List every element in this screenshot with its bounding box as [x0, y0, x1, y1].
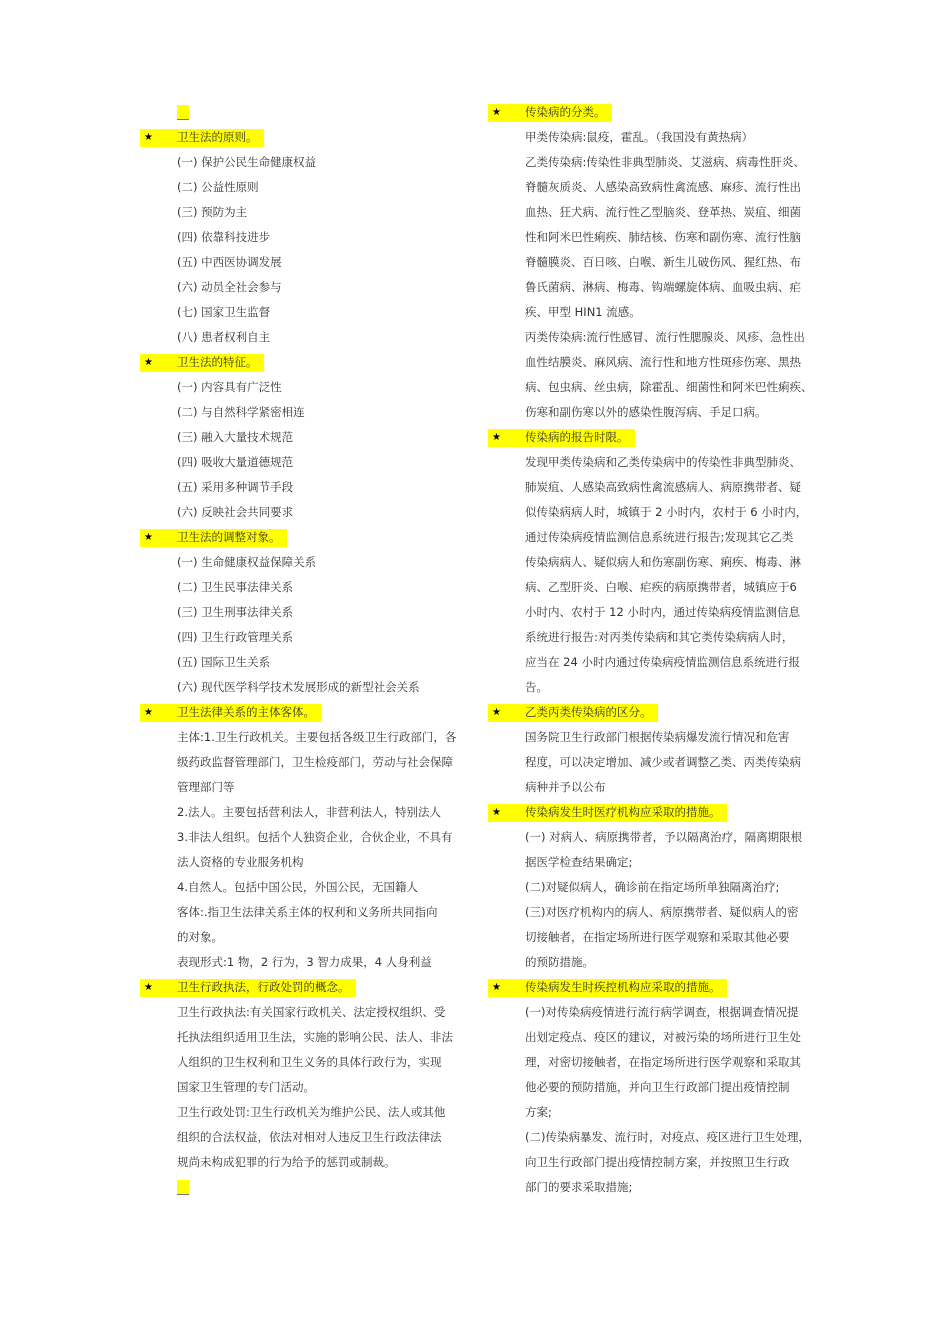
- star-bullet-icon: ★: [492, 807, 501, 818]
- body-text-line: 鲁氏菌病、淋病、梅毒、钩端螺旋体病、血吸虫病、疟: [525, 280, 801, 294]
- body-text-line: (一) 保护公民生命健康权益: [177, 155, 317, 169]
- body-text-line: (二)传染病暴发、流行时，对疫点、疫区进行卫生处理，: [525, 1130, 810, 1144]
- body-text-line: 4.自然人。包括中国公民，外国公民，无国籍人: [177, 880, 418, 894]
- star-bullet-icon: ★: [144, 982, 153, 993]
- section-heading: [488, 800, 818, 825]
- body-text-line: (一) 对病人、病原携带者，予以隔离治疗，隔离期限根: [525, 830, 803, 844]
- body-text-line: 伤寒和副伤寒以外的感染性腹泻病、手足口病。: [525, 405, 767, 419]
- right-column: [488, 100, 818, 1200]
- body-text-line: 3.非法人组织。包括个人独资企业，合伙企业，不具有: [177, 830, 453, 844]
- body-text-line: (二)对疑似病人，确诊前在指定场所单独隔离治疗;: [525, 880, 780, 894]
- body-text-line: (三) 融入大量技术规范: [177, 430, 294, 444]
- section-heading: [488, 425, 818, 450]
- body-text-line: 程度，可以决定增加、减少或者调整乙类、丙类传染病: [525, 755, 801, 769]
- body-text-line: 发现甲类传染病和乙类传染病中的传染性非典型肺炎、: [525, 455, 801, 469]
- body-text-line: 肺炭疽、人感染高致病性禽流感病人、病原携带者、疑: [525, 480, 801, 494]
- section-heading-text: 传染病发生时医疗机构应采取的措施。: [525, 805, 721, 819]
- body-text-line: 卫生行政执法:有关国家行政机关、法定授权组织、受: [177, 1005, 446, 1019]
- body-text-line: (四) 吸收大量道德规范: [177, 455, 294, 469]
- body-text-line: (四) 卫生行政管理关系: [177, 630, 294, 644]
- body-text-line: 传染病病人、疑似病人和伤寒副伤寒、痢疾、梅毒、淋: [525, 555, 801, 569]
- section-heading: [140, 350, 470, 375]
- body-text-line: (六) 现代医学科学技术发展形成的新型社会关系: [177, 680, 420, 694]
- body-text-line: 卫生行政处罚:卫生行政机关为维护公民、法人或其他: [177, 1105, 446, 1119]
- body-text-line: 出划定疫点、疫区的建议，对被污染的场所进行卫生处: [525, 1030, 801, 1044]
- body-text-line: 乙类传染病:传染性非典型肺炎、艾滋病、病毒性肝炎、: [525, 155, 805, 169]
- highlight-marker: [140, 1175, 470, 1200]
- body-text-line: 病种并予以公布: [525, 780, 606, 794]
- body-text-line: (一) 生命健康权益保障关系: [177, 555, 317, 569]
- section-heading-text: 传染病的分类。: [525, 105, 606, 119]
- body-text-line: 血热、狂犬病、流行性乙型脑炎、登革热、炭疽、细菌: [525, 205, 801, 219]
- body-text-line: (六) 反映社会共同要求: [177, 505, 294, 519]
- body-text-line: 部门的要求采取措施;: [525, 1180, 633, 1194]
- body-text-line: (二) 卫生民事法律关系: [177, 580, 294, 594]
- body-text-line: 脊髓灰质炎、人感染高致病性禽流感、麻疹、流行性出: [525, 180, 801, 194]
- body-text-line: 级药政监督管理部门，卫生检疫部门，劳动与社会保障: [177, 755, 453, 769]
- body-text-line: (七) 国家卫生监督: [177, 305, 271, 319]
- body-text-line: 理，对密切接触者，在指定场所进行医学观察和采取其: [525, 1055, 801, 1069]
- body-text-line: 告。: [525, 680, 548, 694]
- body-text-line: 的预防措施。: [525, 955, 594, 969]
- body-text-line: (五) 采用多种调节手段: [177, 480, 294, 494]
- body-text-line: 国务院卫生行政部门根据传染病爆发流行情况和危害: [525, 730, 790, 744]
- section-heading: [140, 975, 470, 1000]
- left-column: [140, 100, 470, 1200]
- body-text-line: 2.法人。主要包括营利法人，非营利法人，特别法人: [177, 805, 441, 819]
- body-text-line: 病、包虫病、丝虫病，除霍乱、细菌性和阿米巴性痢疾、: [525, 380, 813, 394]
- section-heading-text: 卫生法律关系的主体客体。: [177, 705, 315, 719]
- star-bullet-icon: ★: [492, 432, 501, 443]
- highlight-marker: [140, 100, 470, 125]
- body-text-line: (五) 中西医协调发展: [177, 255, 282, 269]
- body-text-line: 甲类传染病:鼠疫，霍乱。（我国没有黄热病）: [525, 130, 754, 144]
- body-text-line: 托执法组织适用卫生法，实施的影响公民、法人、非法: [177, 1030, 453, 1044]
- body-text-line: 据医学检查结果确定;: [525, 855, 633, 869]
- body-text-line: 他必要的预防措施，并向卫生行政部门提出疫情控制: [525, 1080, 790, 1094]
- section-heading: [140, 525, 470, 550]
- body-text-line: 组织的合法权益，依法对相对人违反卫生行政法律法: [177, 1130, 442, 1144]
- section-heading-text: 卫生法的特征。: [177, 355, 258, 369]
- body-text-line: (二) 公益性原则: [177, 180, 259, 194]
- body-text-line: 切接触者，在指定场所进行医学观察和采取其他必要: [525, 930, 790, 944]
- section-heading-text: 卫生法的调整对象。: [177, 530, 281, 544]
- body-text-line: (二) 与自然科学紧密相连: [177, 405, 305, 419]
- body-text-line: 规尚未构成犯罪的行为给予的惩罚或制裁。: [177, 1155, 396, 1169]
- section-heading-text: 卫生法的原则。: [177, 130, 258, 144]
- section-heading-text: 卫生行政执法，行政处罚的概念。: [177, 980, 350, 994]
- section-heading-text: 乙类丙类传染病的区分。: [525, 705, 652, 719]
- body-text-line: 方案;: [525, 1105, 552, 1119]
- body-text-line: 表现形式:1 物，2 行为，3 智力成果，4 人身利益: [177, 955, 432, 969]
- ellipsis-marker: [177, 105, 189, 120]
- section-heading: [140, 700, 470, 725]
- body-text-line: (一)对传染病疫情进行流行病学调查，根据调查情况提: [525, 1005, 799, 1019]
- body-text-line: (六) 动员全社会参与: [177, 280, 282, 294]
- body-text-line: 脊髓膜炎、百日咳、白喉、新生儿破伤风、猩红热、布: [525, 255, 801, 269]
- body-text-line: 通过传染病疫情监测信息系统进行报告;发现其它乙类: [525, 530, 794, 544]
- body-text-line: (四) 依靠科技进步: [177, 230, 271, 244]
- body-text-line: 似传染病病人时，城镇于 2 小时内，农村于 6 小时内，: [525, 505, 808, 519]
- body-text-line: (三) 预防为主: [177, 205, 248, 219]
- body-text-line: 性和阿米巴性痢疾、肺结核、伤寒和副伤寒、流行性脑: [525, 230, 801, 244]
- star-bullet-icon: ★: [144, 707, 153, 718]
- body-text-line: 应当在 24 小时内通过传染病疫情监测信息系统进行报: [525, 655, 800, 669]
- body-text-line: (三)对医疗机构内的病人、病原携带者、疑似病人的密: [525, 905, 799, 919]
- body-text-line: 客体:.指卫生法律关系主体的权利和义务所共同指向: [177, 905, 438, 919]
- body-text-line: 小时内、农村于 12 小时内，通过传染病疫情监测信息: [525, 605, 800, 619]
- star-bullet-icon: ★: [144, 532, 153, 543]
- body-text-line: (三) 卫生刑事法律关系: [177, 605, 294, 619]
- ellipsis-marker: [177, 1180, 189, 1195]
- section-heading: [488, 100, 818, 125]
- body-text-line: 丙类传染病:流行性感冒、流行性腮腺炎、风疹、急性出: [525, 330, 805, 344]
- body-text-line: 的对象。: [177, 930, 223, 944]
- body-text-line: (一) 内容具有广泛性: [177, 380, 282, 394]
- body-text-line: 管理部门等: [177, 780, 235, 794]
- section-heading-text: 传染病发生时疾控机构应采取的措施。: [525, 980, 721, 994]
- section-heading: [488, 975, 818, 1000]
- star-bullet-icon: ★: [492, 707, 501, 718]
- star-bullet-icon: ★: [492, 982, 501, 993]
- star-bullet-icon: ★: [144, 132, 153, 143]
- body-text-line: 国家卫生管理的专门活动。: [177, 1080, 315, 1094]
- section-heading: [488, 700, 818, 725]
- body-text-line: 主体:1.卫生行政机关。主要包括各级卫生行政部门，各: [177, 730, 457, 744]
- body-text-line: (八) 患者权利自主: [177, 330, 271, 344]
- body-text-line: 向卫生行政部门提出疫情控制方案，并按照卫生行政: [525, 1155, 790, 1169]
- body-text-line: 病、乙型肝炎、白喉、疟疾的病原携带者，城镇应于6: [525, 580, 797, 594]
- star-bullet-icon: ★: [492, 107, 501, 118]
- star-bullet-icon: ★: [144, 357, 153, 368]
- section-heading: [140, 125, 470, 150]
- body-text-line: 系统进行报告:对丙类传染病和其它类传染病病人时，: [525, 630, 794, 644]
- body-text-line: (五) 国际卫生关系: [177, 655, 271, 669]
- section-heading-text: 传染病的报告时限。: [525, 430, 629, 444]
- body-text-line: 疾、甲型 HIN1 流感。: [525, 305, 641, 319]
- body-text-line: 血性结膜炎、麻风病、流行性和地方性斑疹伤寒、黑热: [525, 355, 801, 369]
- body-text-line: 法人资格的专业服务机构: [177, 855, 304, 869]
- body-text-line: 人组织的卫生权利和卫生义务的具体行政行为，实现: [177, 1055, 442, 1069]
